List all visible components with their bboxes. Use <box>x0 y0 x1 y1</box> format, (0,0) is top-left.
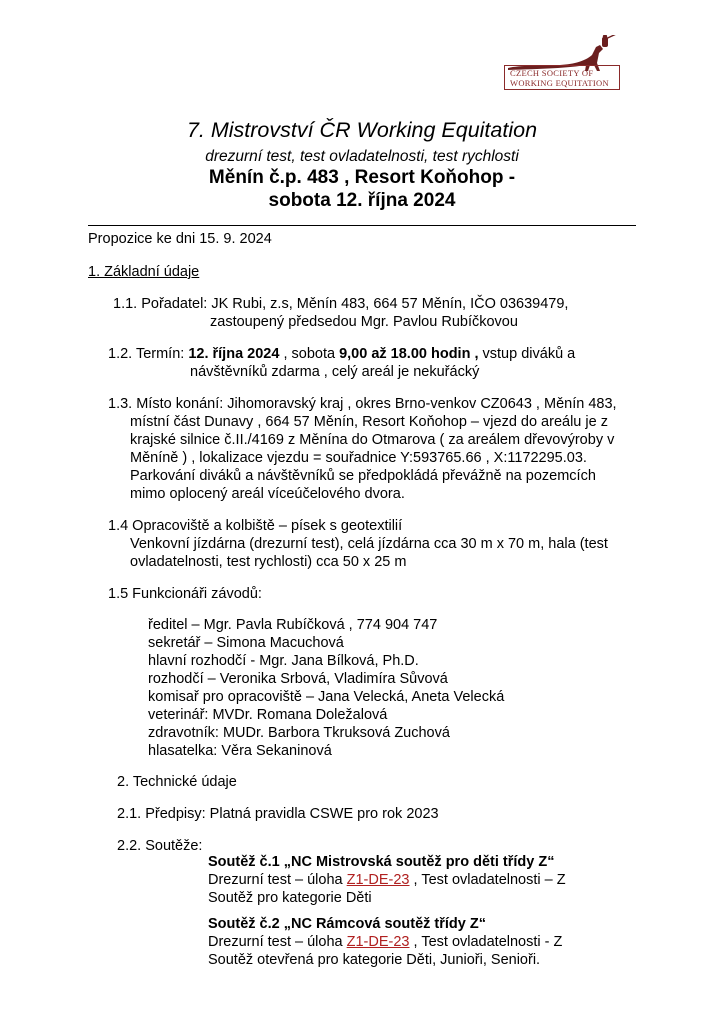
term-line-1 <box>108 345 575 363</box>
location-line-5: Parkování diváků a návštěvníků se předpokládá převážně na pozemcích <box>130 468 596 484</box>
official-item: hlasatelka: Věra Sekaninová <box>148 743 332 759</box>
official-item: rozhodčí – Veronika Srbová, Vladimíra Sůvová <box>148 671 448 687</box>
competition-2-title: Soutěž č.2 „NC Rámcová soutěž třídy Z“ <box>208 916 486 932</box>
official-item: komisař pro opracoviště – Jana Velecká, Aneta Velecká <box>148 689 505 705</box>
official-item: sekretář – Simona Macuchová <box>148 635 344 651</box>
official-item: veterinář: MVDr. Romana Doležalová <box>148 707 388 723</box>
event-date: sobota 12. října 2024 <box>268 190 456 211</box>
competitions-heading: 2.2. Soutěže: <box>117 838 203 854</box>
official-item: zdravotník: MUDr. Barbora Tkruksová Zuchová <box>148 725 450 741</box>
propozice-date: Propozice ke dni 15. 9. 2024 <box>88 231 272 247</box>
location-line-2: místní část Dunavy , 664 57 Měnín, Resort Koňohop – vjezd do areálu je z <box>130 414 608 430</box>
section-2-heading: 2. Technické údaje <box>117 774 237 790</box>
page-title: 7. Mistrovství ČR Working Equitation <box>186 118 538 142</box>
location-line-3: krajské silnice č.II./4169 z Měnína do Otmarova ( za areálem dřevovýroby v <box>130 432 615 448</box>
logo-line-1: CZECH SOCIETY OF <box>510 68 594 78</box>
competition-1-test-post: , Test ovladatelnosti – Z <box>409 872 566 888</box>
term-suffix: vstup diváků a <box>478 346 576 362</box>
term-prefix: 1.2. Termín: <box>108 346 189 362</box>
page-subtitle: drezurní test, test ovladatelnosti, test rychlosti <box>205 148 519 165</box>
event-venue: Měnín č.p. 483 , Resort Koňohop - <box>208 167 516 188</box>
term-date: 12. října 2024 <box>188 346 280 362</box>
competition-1-tests <box>208 871 566 889</box>
rules-line: 2.1. Předpisy: Platná pravidla CSWE pro rok 2023 <box>117 806 439 822</box>
competition-2-categories: Soutěž otevřená pro kategorie Děti, Junioři, Senioři. <box>208 952 541 968</box>
officials-heading: 1.5 Funkcionáři závodů: <box>108 586 262 602</box>
competition-2-test-post: , Test ovladatelnosti - Z <box>409 934 563 950</box>
competition-2-task-link[interactable]: Z1-DE-23 <box>346 934 410 950</box>
term-mid: , sobota <box>279 346 340 362</box>
term-line-2: návštěvníků zdarma , celý areál je nekuřácký <box>190 364 480 380</box>
arena-line-2: Venkovní jízdárna (drezurní test), celá jízdárna cca 30 m x 70 m, hala (test <box>130 536 608 552</box>
competition-1-test-pre: Drezurní test – úloha <box>208 872 347 888</box>
competition-1-task-link[interactable]: Z1-DE-23 <box>346 872 410 888</box>
location-line-4: Měníně ) , lokalizace vjezdu = souřadnice Y:593765.66 , X:1172295.03. <box>130 450 587 466</box>
section-1-heading: 1. Základní údaje <box>88 264 200 280</box>
competition-2-tests <box>208 933 562 951</box>
divider <box>88 225 636 226</box>
competition-1-categories: Soutěž pro kategorie Děti <box>208 890 372 906</box>
official-item: ředitel – Mgr. Pavla Rubíčková , 774 904 747 <box>148 617 438 633</box>
logo-line-2: WORKING EQUITATION <box>510 78 609 88</box>
organizer-line-1: 1.1. Pořadatel: JK Rubi, z.s, Měnín 483, 664 57 Měnín, IČO 03639479, <box>113 296 569 312</box>
arena-line-1: 1.4 Opracoviště a kolbiště – písek s geotextilií <box>108 518 403 534</box>
arena-line-3: ovladatelnosti, test rychlosti) cca 50 x 25 m <box>130 554 407 570</box>
organization-logo <box>500 35 625 93</box>
organizer-line-2: zastoupený předsedou Mgr. Pavlou Rubíčkovou <box>210 314 518 330</box>
competition-1-title: Soutěž č.1 „NC Mistrovská soutěž pro děti třídy Z“ <box>208 854 555 870</box>
logo-wordmark <box>504 65 620 90</box>
competition-2-test-pre: Drezurní test – úloha <box>208 934 347 950</box>
location-line-1: 1.3. Místo konání: Jihomoravský kraj , okres Brno-venkov CZ0643 , Měnín 483, <box>108 396 617 412</box>
location-line-6: mimo oplocený areál víceúčelového dvora. <box>130 486 405 502</box>
official-item: hlavní rozhodčí - Mgr. Jana Bílková, Ph.D. <box>148 653 419 669</box>
term-hours: 9,00 až 18.00 hodin , <box>339 346 479 362</box>
